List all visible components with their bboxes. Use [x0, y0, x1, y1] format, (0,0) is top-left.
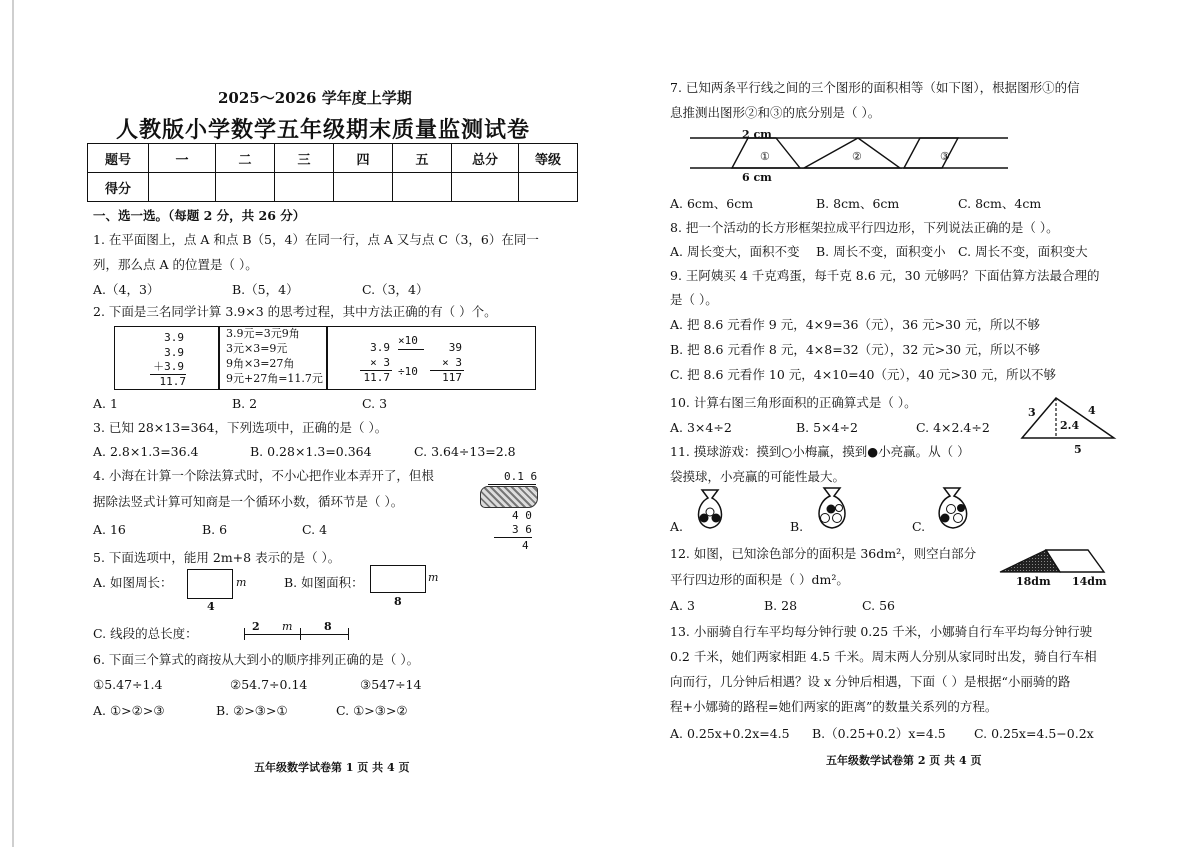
option-a[interactable]: A. 16	[93, 522, 126, 537]
question-13-line: 向而行，几分钟后相遇？设 x 分钟后相遇，下面（ ）是根据“小丽骑的路	[670, 674, 1071, 689]
parallel-lines-figure	[690, 134, 1010, 174]
option-a[interactable]: A.	[670, 519, 684, 534]
figure-label: 4	[207, 600, 215, 613]
question-13-line: 13. 小丽骑自行车平均每分钟行驶 0.25 千米，小娜骑自行车平均每分钟行驶	[670, 624, 1093, 639]
q2-method3-op: ×10	[398, 334, 418, 347]
option-b[interactable]: B. 8cm、6cm	[816, 196, 900, 211]
segment-tick	[244, 628, 245, 640]
page-footer: 五年级数学试卷第 1 页 共 4 页	[254, 761, 410, 774]
score-table-row-label: 得分	[88, 173, 149, 202]
question-11-text-cont: 袋摸球，小亮赢的可能性最大。	[670, 469, 846, 484]
option-a[interactable]: A. 6cm、6cm	[670, 196, 754, 211]
option-c[interactable]: C. 4×2.4÷2	[916, 420, 990, 435]
score-cell[interactable]	[216, 173, 275, 202]
segment-tick	[300, 628, 301, 640]
score-table-cell: 五	[393, 144, 452, 173]
question-2-text: 2. 下面是三名同学计算 3.9×3 的思考过程，其中方法正确的有（ ）个。	[93, 304, 497, 319]
figure-label: 6 cm	[742, 171, 772, 184]
question-10-text: 10. 计算右图三角形面积的正确算式是（ ）。	[670, 395, 917, 410]
option-a[interactable]: A. 2.8×1.3=36.4	[93, 444, 199, 459]
segment-tick	[348, 628, 349, 640]
q2-method3-op: ÷10	[398, 365, 418, 378]
question-4-text: 4. 小海在计算一个除法算式时，不小心把作业本弄开了，但根	[93, 468, 434, 483]
q2-method1-line: ＋3.9	[153, 360, 184, 373]
q2-method3-line: 3.9	[370, 341, 390, 354]
question-1-text-cont: 列，那么点 A 的位置是（ ）。	[93, 257, 258, 272]
option-b[interactable]: B.（5，4）	[232, 282, 299, 297]
question-13-line: 程+小娜骑的路程=她们两家的距离”的数量关系列的方程。	[670, 699, 998, 714]
option-c[interactable]: C. 56	[862, 598, 895, 613]
q2-method3-line: 11.7	[363, 371, 390, 384]
option-a[interactable]: A. 把 8.6 元看作 9 元，4×9=36（元），36 元>30 元，所以不够	[670, 317, 1040, 332]
option-a[interactable]: A. 1	[93, 396, 118, 411]
q2-method3-line: × 3	[442, 356, 462, 369]
option-a[interactable]: A. 周长变大，面积不变	[670, 244, 800, 259]
segment-label: 8	[324, 620, 332, 633]
q2-method2-line: 3.9元=3元9角	[226, 327, 300, 340]
q2-method1-line: 11.7	[159, 375, 186, 388]
shape-label: ③	[940, 150, 950, 163]
score-cell[interactable]	[393, 173, 452, 202]
rectangle-figure	[370, 565, 426, 593]
exam-page-2	[600, 0, 1200, 847]
q2-method2-line: 9角×3=27角	[226, 357, 295, 370]
segment-label: 2	[252, 620, 260, 633]
option-b[interactable]: B.	[790, 519, 804, 534]
option-a[interactable]: A.（4，3）	[93, 282, 160, 297]
option-c[interactable]: C. 0.25x=4.5−0.2x	[974, 726, 1094, 741]
division-step: 4 0	[512, 509, 532, 522]
shape-label: ②	[852, 150, 862, 163]
option-b[interactable]: B. 5×4÷2	[796, 420, 858, 435]
score-table-cell: 三	[275, 144, 334, 173]
score-table	[87, 143, 578, 202]
option-c[interactable]: C. 4	[302, 522, 328, 537]
option-b[interactable]: B. 如图面积：	[284, 575, 364, 590]
score-table-cell: 二	[216, 144, 275, 173]
section-heading: 一、选一选。（每题 2 分，共 26 分）	[93, 208, 306, 223]
score-cell[interactable]	[275, 173, 334, 202]
question-1-text: 1. 在平面图上，点 A 和点 B（5，4）在同一行，点 A 又与点 C（3，6）在同一	[93, 232, 539, 247]
option-a[interactable]: A. ①>②>③	[93, 703, 165, 718]
figure-label: m	[428, 571, 439, 584]
question-4-text-cont: 据除法竖式计算可知商是一个循环小数，循环节是（ ）。	[93, 494, 404, 509]
score-table-header-row	[88, 144, 578, 173]
q2-method1-line: 3.9	[164, 331, 184, 344]
ball-bag-a-icon	[690, 486, 730, 532]
division-remainder: 4	[522, 539, 529, 552]
score-cell[interactable]	[519, 173, 578, 202]
division-bar	[488, 484, 536, 485]
score-table-cell: 一	[149, 144, 216, 173]
option-c[interactable]: C. 周长不变，面积变大	[958, 244, 1088, 259]
option-c[interactable]: C. ①>③>②	[336, 703, 408, 718]
option-c[interactable]: C. 把 8.6 元看作 10 元，4×10=40（元），40 元>30 元，所以不够	[670, 367, 1056, 382]
triangle-label: 2.4	[1060, 419, 1080, 432]
question-7-text: 7. 已知两条平行线之间的三个图形的面积相等（如下图），根据图形①的信	[670, 80, 1080, 95]
question-12-text-cont: 平行四边形的面积是（ ）dm²。	[670, 572, 849, 587]
shape-label: ①	[760, 150, 770, 163]
option-b[interactable]: B. 把 8.6 元看作 8 元，4×8=32（元），32 元>30 元，所以不够	[670, 342, 1041, 357]
exam-year-header: 2025～2026 学年度上学期	[218, 89, 412, 107]
score-table-cell: 总分	[452, 144, 519, 173]
square-figure	[187, 569, 233, 599]
score-table-cell: 题号	[88, 144, 149, 173]
exam-title: 人教版小学数学五年级期末质量监测试卷	[116, 117, 531, 143]
expression: ①5.47÷1.4	[93, 677, 163, 692]
option-a[interactable]: A. 如图周长：	[93, 575, 173, 590]
score-cell[interactable]	[334, 173, 393, 202]
arrow-line	[398, 349, 424, 350]
option-a[interactable]: A. 0.25x+0.2x=4.5	[670, 726, 790, 741]
question-9-text-cont: 是（ ）。	[670, 292, 718, 307]
option-b[interactable]: B. ②>③>①	[216, 703, 288, 718]
option-c[interactable]: C. 8cm、4cm	[958, 196, 1042, 211]
q2-method1-line: 3.9	[164, 346, 184, 359]
question-12-text: 12. 如图，已知涂色部分的面积是 36dm²，则空白部分	[670, 546, 977, 561]
table-divider	[218, 326, 220, 389]
option-b[interactable]: B. 28	[764, 598, 798, 613]
triangle-label: 5	[1074, 443, 1082, 456]
question-6-text: 6. 下面三个算式的商按从大到小的顺序排列正确的是（ ）。	[93, 652, 420, 667]
division-quotient: 0.1 6	[504, 470, 538, 483]
q2-method2-line: 9元+27角=11.7元	[226, 372, 323, 385]
ball-bag-c-icon	[932, 484, 974, 532]
option-c[interactable]: C.	[912, 519, 926, 534]
option-b[interactable]: B. 6	[202, 522, 228, 537]
figure-label: 8	[394, 595, 402, 608]
option-b[interactable]: B.（0.25+0.2）x=4.5	[812, 726, 946, 741]
option-c[interactable]: C. 3	[362, 396, 388, 411]
score-table-cell: 四	[334, 144, 393, 173]
division-step: 3 6	[512, 523, 532, 536]
question-7-text-cont: 息推测出图形②和③的底分别是（ ）。	[670, 105, 881, 120]
option-c[interactable]: C.（3，4）	[362, 282, 429, 297]
page-edge-shadow	[12, 0, 14, 847]
q2-method2-line: 3元×3=9元	[226, 342, 288, 355]
trapezoid-label: 18dm	[1016, 575, 1051, 588]
option-a[interactable]: A. 3	[670, 598, 695, 613]
ball-bag-b-icon	[812, 484, 852, 532]
option-b[interactable]: B. 0.28×1.3=0.364	[250, 444, 372, 459]
triangle-label: 3	[1028, 406, 1036, 419]
score-table-score-row	[88, 173, 578, 202]
figure-label: 2 cm	[742, 128, 772, 141]
table-divider	[326, 326, 328, 389]
trapezoid-figure	[996, 546, 1108, 576]
question-9-text: 9. 王阿姨买 4 千克鸡蛋，每千克 8.6 元，30 元够吗？下面估算方法最合理的	[670, 268, 1100, 283]
expression: ③547÷14	[360, 677, 422, 692]
trapezoid-label: 14dm	[1072, 575, 1107, 588]
q2-method3-line: 117	[442, 371, 462, 384]
score-table-cell: 等级	[519, 144, 578, 173]
option-c[interactable]: C. 3.64÷13=2.8	[414, 444, 516, 459]
question-8-text: 8. 把一个活动的长方形框架拉成平行四边形，下列说法正确的是（ ）。	[670, 220, 1059, 235]
figure-label: m	[236, 576, 247, 589]
score-cell[interactable]	[452, 173, 519, 202]
option-c[interactable]: C. 线段的总长度：	[93, 626, 198, 641]
expression: ②54.7÷0.14	[230, 677, 308, 692]
score-cell[interactable]	[149, 173, 216, 202]
question-5-text: 5. 下面选项中，能用 2m+8 表示的是（ ）。	[93, 550, 341, 565]
option-b[interactable]: B. 周长不变，面积变小	[816, 244, 946, 259]
question-3-text: 3. 已知 28×13=364，下列选项中，正确的是（ ）。	[93, 420, 388, 435]
q2-method3-line: × 3	[370, 356, 390, 369]
question-13-line: 0.2 千米，她们两家相距 4.5 千米。周末两人分别从家同时出发，骑自行车相	[670, 649, 1097, 664]
page-footer: 五年级数学试卷第 2 页 共 4 页	[826, 754, 982, 767]
torn-paper-image	[480, 486, 538, 508]
triangle-label: 4	[1088, 404, 1096, 417]
q2-method3-line: 39	[448, 341, 462, 354]
segment-label: m	[282, 620, 293, 633]
question-11-text: 11. 摸球游戏：摸到○小梅赢，摸到●小亮赢。从（ ）	[670, 444, 970, 459]
option-a[interactable]: A. 3×4÷2	[670, 420, 732, 435]
option-b[interactable]: B. 2	[232, 396, 258, 411]
